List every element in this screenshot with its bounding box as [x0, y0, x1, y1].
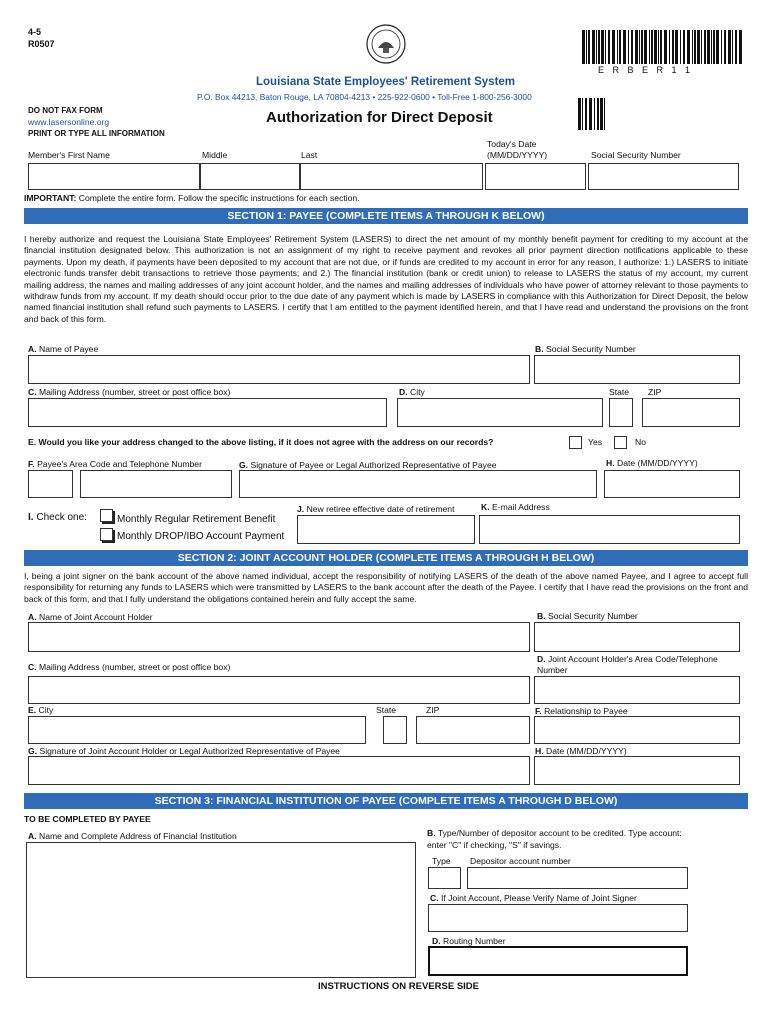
joint-state-label: State — [376, 705, 397, 715]
address-change-no-label: No — [635, 437, 646, 447]
payee-city-field[interactable] — [397, 398, 603, 427]
member-ssn-field[interactable] — [588, 163, 739, 190]
payee-zip-field[interactable] — [642, 398, 740, 427]
retirement-date-label: J. New retiree effective date of retirement — [297, 504, 455, 514]
drop-ibo-checkbox[interactable] — [100, 528, 113, 541]
payee-signature-field[interactable] — [239, 470, 597, 498]
retirement-date-field[interactable] — [297, 515, 475, 544]
section2-joint-text: I, being a joint signer on the bank account of the above named individual, accept the responsibility of notifying LASERS of the death of the above named Payee, and I agree to accept full responsibility for returning any funds to LASERS which were transmitted by LASERS to the bank account after the death of the Payee. I certify that I have read the provisions on the front and back of this form, and that I fully understand the obligations contained herein and fully accept the same. — [24, 571, 748, 604]
todays-date-label: Today's Date — [487, 139, 537, 149]
payee-area-code-field[interactable] — [28, 470, 73, 498]
payee-email-field[interactable] — [479, 515, 740, 544]
joint-zip-field[interactable] — [416, 716, 530, 744]
depositor-number-label: Depositor account number — [470, 856, 571, 866]
joint-phone-label: D. Joint Account Holder's Area Code/Telephone — [537, 654, 718, 664]
joint-date-label: H. Date (MM/DD/YYYY) — [535, 746, 627, 756]
payee-ssn-field[interactable] — [534, 355, 740, 384]
check-one-label: I. Check one: — [28, 512, 87, 523]
routing-number-label: D. Routing Number — [432, 936, 506, 946]
important-note: IMPORTANT: Complete the entire form. Follow the specific instructions for each section. — [24, 193, 360, 203]
form-title: Authorization for Direct Deposit — [266, 109, 493, 126]
payee-state-label: State — [609, 387, 630, 397]
joint-ssn-label: B. Social Security Number — [537, 611, 638, 621]
address-change-yes-label: Yes — [588, 437, 603, 447]
joint-city-field[interactable] — [28, 716, 366, 744]
joint-signer-label: C. If Joint Account, Please Verify Name of Joint Signer — [430, 893, 637, 903]
last-name-label: Last — [301, 150, 318, 160]
address-change-yes-checkbox[interactable] — [569, 436, 582, 449]
todays-date-format: (MM/DD/YYYY) — [487, 150, 548, 160]
last-name-field[interactable] — [300, 163, 483, 190]
joint-address-field[interactable] — [28, 676, 530, 704]
todays-date-field[interactable] — [485, 163, 586, 190]
regular-benefit-checkbox[interactable] — [100, 509, 113, 522]
payee-date-field[interactable] — [604, 470, 740, 498]
institution-name-label: A. Name and Complete Address of Financial Institution — [28, 831, 237, 841]
joint-signer-field[interactable] — [428, 904, 688, 932]
address-change-no-checkbox[interactable] — [614, 436, 627, 449]
form-number: 4-5 — [28, 27, 42, 37]
joint-phone-label-cont: Number — [537, 665, 568, 675]
payee-city-label: D. City — [399, 387, 425, 397]
payee-email-label: K. E-mail Address — [481, 502, 550, 512]
routing-number-field[interactable] — [428, 946, 688, 976]
joint-name-field[interactable] — [28, 622, 530, 652]
section1-authorization-text: I hereby authorize and request the Louisiana State Employees' Retirement System (LASERS) to direct the net amount of my monthly benefit payment for crediting to my account at the financial institution designated below. This authorization is not an assignment of my right to receive payment and revokes all prior payment direction notifications applicable to these payments. Upon my death, if payments have been deposited to my account that are not due, or if funds are credited to my account in error for any reason, I authorize: 1.) LASERS to initiate electronic funds transfer debit transactions to retrieve those payments; and 2.) The financial institution (bank or credit union) to release to LASERS the status of my account, my current mailing address, the names and mailing addresses of any joint account holder, and the names and mailing addresses of individuals who have power of attorney relevant to those payments to withdraw funds from my account. If my death should occur prior to the due date of any payment which is made by LASERS in compliance with this Authorization for Direct Deposit, the below named financial institution shall refund such payments to LASERS. I certify that I am entitled to the payment identified herein, and that I have read and understand the provisions on the front and back of this form. — [24, 234, 748, 324]
payee-name-label: A. Name of Payee — [28, 344, 99, 354]
payee-phone-field[interactable] — [80, 470, 232, 498]
payee-date-label: H. Date (MM/DD/YYYY) — [606, 458, 698, 468]
joint-signature-field[interactable] — [28, 756, 530, 785]
drop-ibo-label: Monthly DROP/IBO Account Payment — [117, 531, 285, 542]
payee-address-field[interactable] — [28, 398, 387, 427]
joint-ssn-field[interactable] — [534, 622, 740, 652]
account-type-field[interactable] — [428, 867, 461, 889]
section1-header: SECTION 1: PAYEE (COMPLETE ITEMS A THROUGH K BELOW) — [24, 208, 748, 224]
joint-phone-field[interactable] — [534, 676, 740, 704]
account-type-label: B. Type/Number of depositor account to be credited. Type account: — [427, 828, 682, 838]
payee-phone-label: F. Payee's Area Code and Telephone Number — [28, 459, 202, 469]
barcode-top — [582, 30, 742, 64]
payee-signature-label: G. Signature of Payee or Legal Authorized Representative of Payee — [239, 460, 497, 470]
joint-zip-label: ZIP — [426, 705, 440, 715]
joint-address-label: C. Mailing Address (number, street or post office box) — [28, 662, 231, 672]
payee-state-field[interactable] — [609, 398, 633, 427]
address-change-question: E. Would you like your address changed to the above listing, if it does not agree with the address on our records? — [28, 437, 494, 447]
first-name-field[interactable] — [28, 163, 200, 190]
middle-name-label: Middle — [202, 150, 228, 160]
state-seal-logo — [366, 24, 406, 64]
payee-name-field[interactable] — [28, 355, 530, 384]
print-type-notice: PRINT OR TYPE ALL INFORMATION — [28, 129, 165, 138]
do-not-fax-notice: DO NOT FAX FORM — [28, 106, 103, 115]
organization-name: Louisiana State Employees' Retirement System — [256, 76, 516, 88]
barcode-small — [578, 98, 608, 130]
institution-name-address-field[interactable] — [26, 842, 416, 978]
organization-address: P.O. Box 44213, Baton Rouge, LA 70804-4213 • 225-922-0600 • Toll-Free 1-800-256-3000 — [197, 92, 532, 102]
joint-state-field[interactable] — [383, 716, 407, 744]
member-ssn-label: Social Security Number — [591, 150, 681, 160]
joint-signature-label: G. Signature of Joint Account Holder or Legal Authorized Representative of Payee — [28, 746, 340, 756]
section3-header: SECTION 3: FINANCIAL INSTITUTION OF PAYEE (COMPLETE ITEMS A THROUGH D BELOW) — [24, 793, 748, 809]
middle-name-field[interactable] — [200, 163, 300, 190]
joint-name-label: A. Name of Joint Account Holder — [28, 612, 153, 622]
joint-city-label: E. City — [28, 705, 54, 715]
type-label: Type — [432, 856, 451, 866]
depositor-number-field[interactable] — [467, 867, 688, 889]
account-type-instructions: enter "C" if checking, "S" if savings. — [427, 840, 562, 850]
payee-zip-label: ZIP — [648, 387, 662, 397]
regular-benefit-label: Monthly Regular Retirement Benefit — [117, 514, 276, 525]
joint-date-field[interactable] — [534, 756, 740, 785]
joint-relationship-field[interactable] — [534, 716, 740, 744]
payee-ssn-label: B. Social Security Number — [535, 344, 636, 354]
form-revision: R0507 — [28, 39, 55, 49]
payee-address-label: C. Mailing Address (number, street or post office box) — [28, 387, 231, 397]
barcode-text: E R B E R 1 1 — [598, 65, 694, 75]
reverse-side-note: INSTRUCTIONS ON REVERSE SIDE — [318, 981, 479, 992]
first-name-label: Member's First Name — [28, 150, 110, 160]
website-link[interactable]: www.lasersonline.org — [28, 117, 110, 127]
joint-relationship-label: F. Relationship to Payee — [535, 706, 628, 716]
section2-header: SECTION 2: JOINT ACCOUNT HOLDER (COMPLETE ITEMS A THROUGH H BELOW) — [24, 550, 748, 566]
section3-subtitle: TO BE COMPLETED BY PAYEE — [24, 814, 151, 824]
